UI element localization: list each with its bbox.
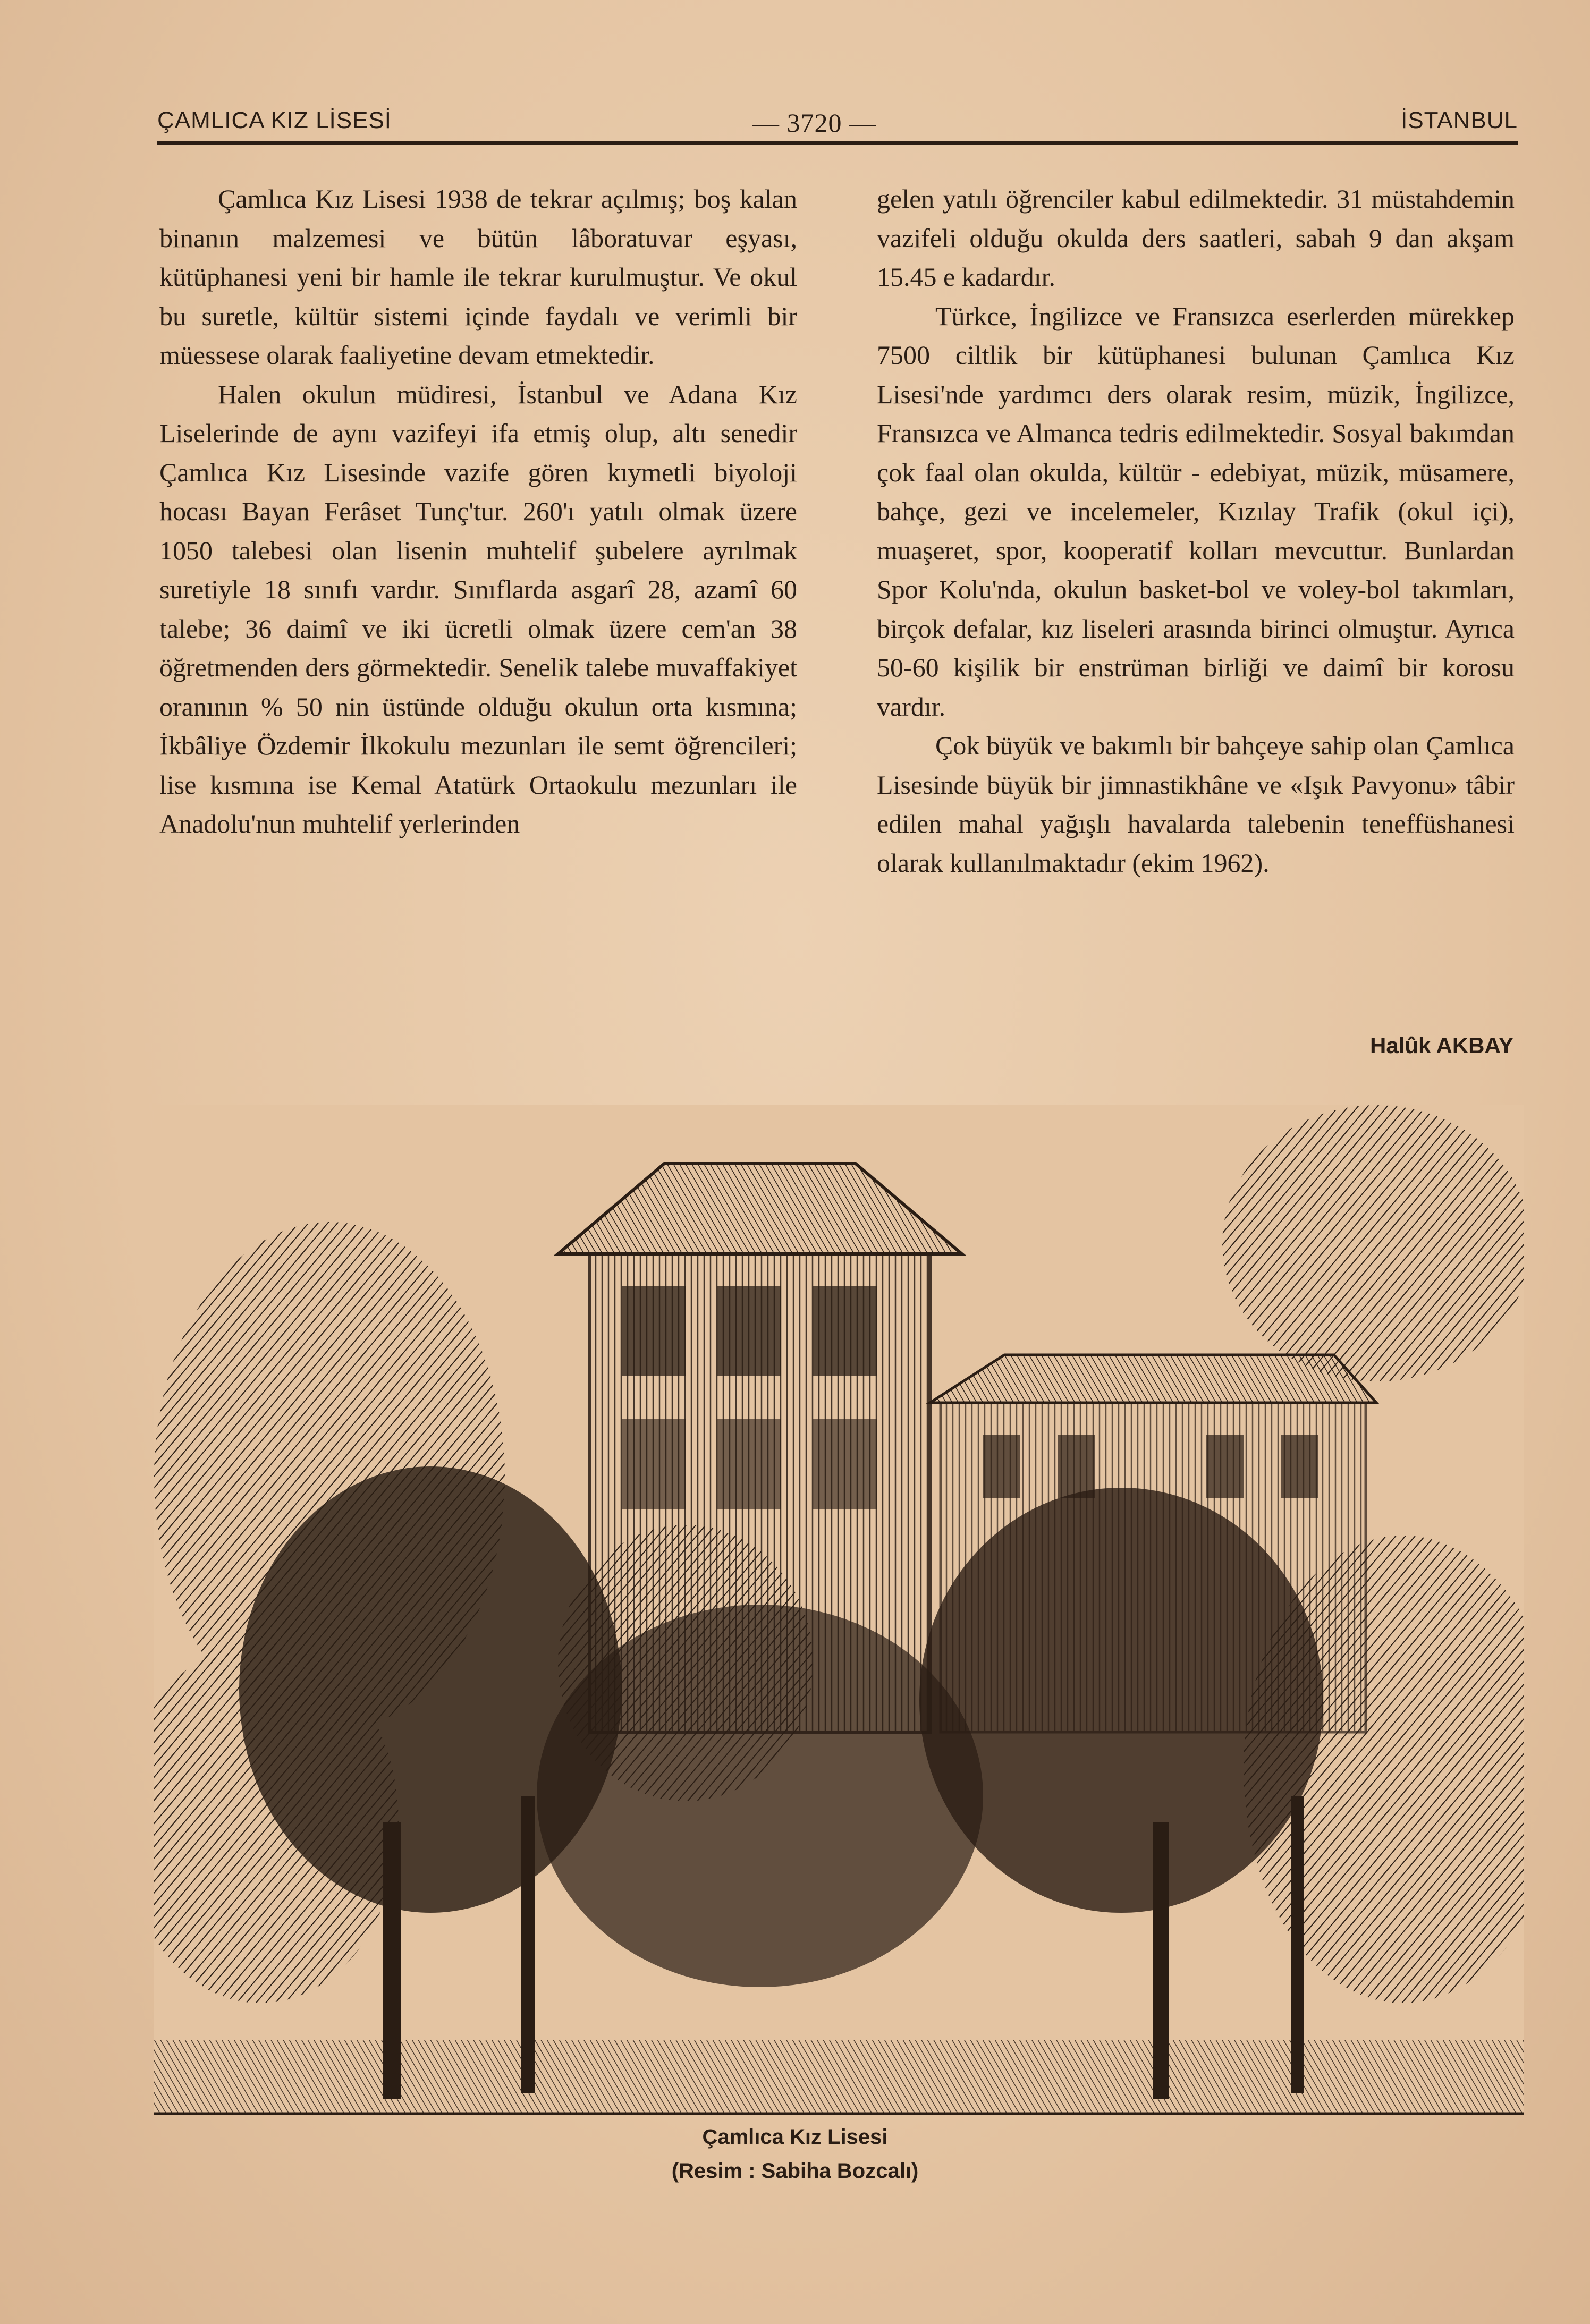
article-column-left — [159, 180, 797, 844]
school-building-illustration — [154, 1105, 1524, 2115]
section-title: ÇAMLICA KIZ LİSESİ — [157, 107, 392, 133]
page-number: — 3720 — — [752, 108, 876, 138]
caption-credit: (Resim : Sabiha Bozcalı) — [671, 2159, 919, 2183]
header-rule — [157, 141, 1518, 145]
author-signature: Halûk AKBAY — [1370, 1033, 1513, 1058]
caption-title: Çamlıca Kız Lisesi — [702, 2125, 888, 2149]
paragraph: Çamlıca Kız Lisesi 1938 de tekrar açılmış; boş kalan binanın malzemesi ve bütün lâboratuvar eşyası, kütüphanesi yeni bir hamle ile tekrar kurulmuştur. Ve okul bu suretle, kültür sistemi içinde faydalı ve verimli bir müessese olarak faaliyetine devam etmektedir. — [159, 184, 797, 370]
paragraph-continued: gelen yatılı öğrenciler kabul edilmektedir. 31 müstahdemin vazifeli olduğu okulda ders saatleri, sabah 9 dan akşam 15.45 e kadardır. — [877, 184, 1515, 292]
paragraph: Türkce, İngilizce ve Fransızca eserlerden mürekkep 7500 ciltlik bir kütüphanesi bulunan Çamlıca Kız Lisesi'nde yardımcı ders olarak resim, müzik, İngilizce, Fransızca ve Almanca tedris edilmektedir. Sosyal bakımdan çok faal olan okulda, kültür - edebiyat, müzik, müsamere, bahçe, gezi ve incelemeler, Kızılay Trafik (okul içi), muaşeret, spor, kooperatif kolları mevcuttur. Bunlardan Spor Kolu'nda, okulun basket-bol ve voley-bol takımları, birçok defalar, kız liseleri arasında birinci olmuştur. Ayrıca 50-60 kişilik bir enstrüman birliği ve daimî bir korosu vardır. — [877, 301, 1515, 722]
running-head — [157, 104, 1518, 141]
city-label: İSTANBUL — [1401, 107, 1518, 133]
paragraph: Halen okulun müdiresi, İstanbul ve Adana Kız Liselerinde de aynı vazifeyi ifa etmiş olup, altı senedir Çamlıca Kız Lisesinde vazife gören kıymetli biyoloji hocası Bayan Ferâset Tunç'tur. 260'ı yatılı olmak üzere 1050 talebesi olan lisenin muhtelif şubelere ayrılmak suretiyle 18 sınıfı vardır. Sınıflarda asgarî 28, azamî 60 talebe; 36 daimî ve iki ücretli olmak üzere cem'an 38 öğretmenden ders görmektedir. Senelik talebe muvaffakiyet oranının % 50 nin üstünde olduğu okulun orta kısmına; İkbâliye Özdemir İlkokulu mezunları ile semt öğrencileri; lise kısmına ise Kemal Atatürk Ortaokulu mezunları ile Anadolu'nun muhtelif yerlerinden — [159, 379, 797, 838]
paragraph: Çok büyük ve bakımlı bir bahçeye sahip olan Çamlıca Lisesinde büyük bir jimnastikhâne ve «Işık Pavyonu» tâbir edilen mahal yağışlı havalarda talebenin teneffüshanesi olarak kullanılmaktadır (ekim 1962). — [877, 731, 1515, 878]
ink-drawing — [154, 1105, 1524, 2115]
figure-caption — [0, 2120, 1590, 2188]
article-column-right — [877, 180, 1515, 883]
